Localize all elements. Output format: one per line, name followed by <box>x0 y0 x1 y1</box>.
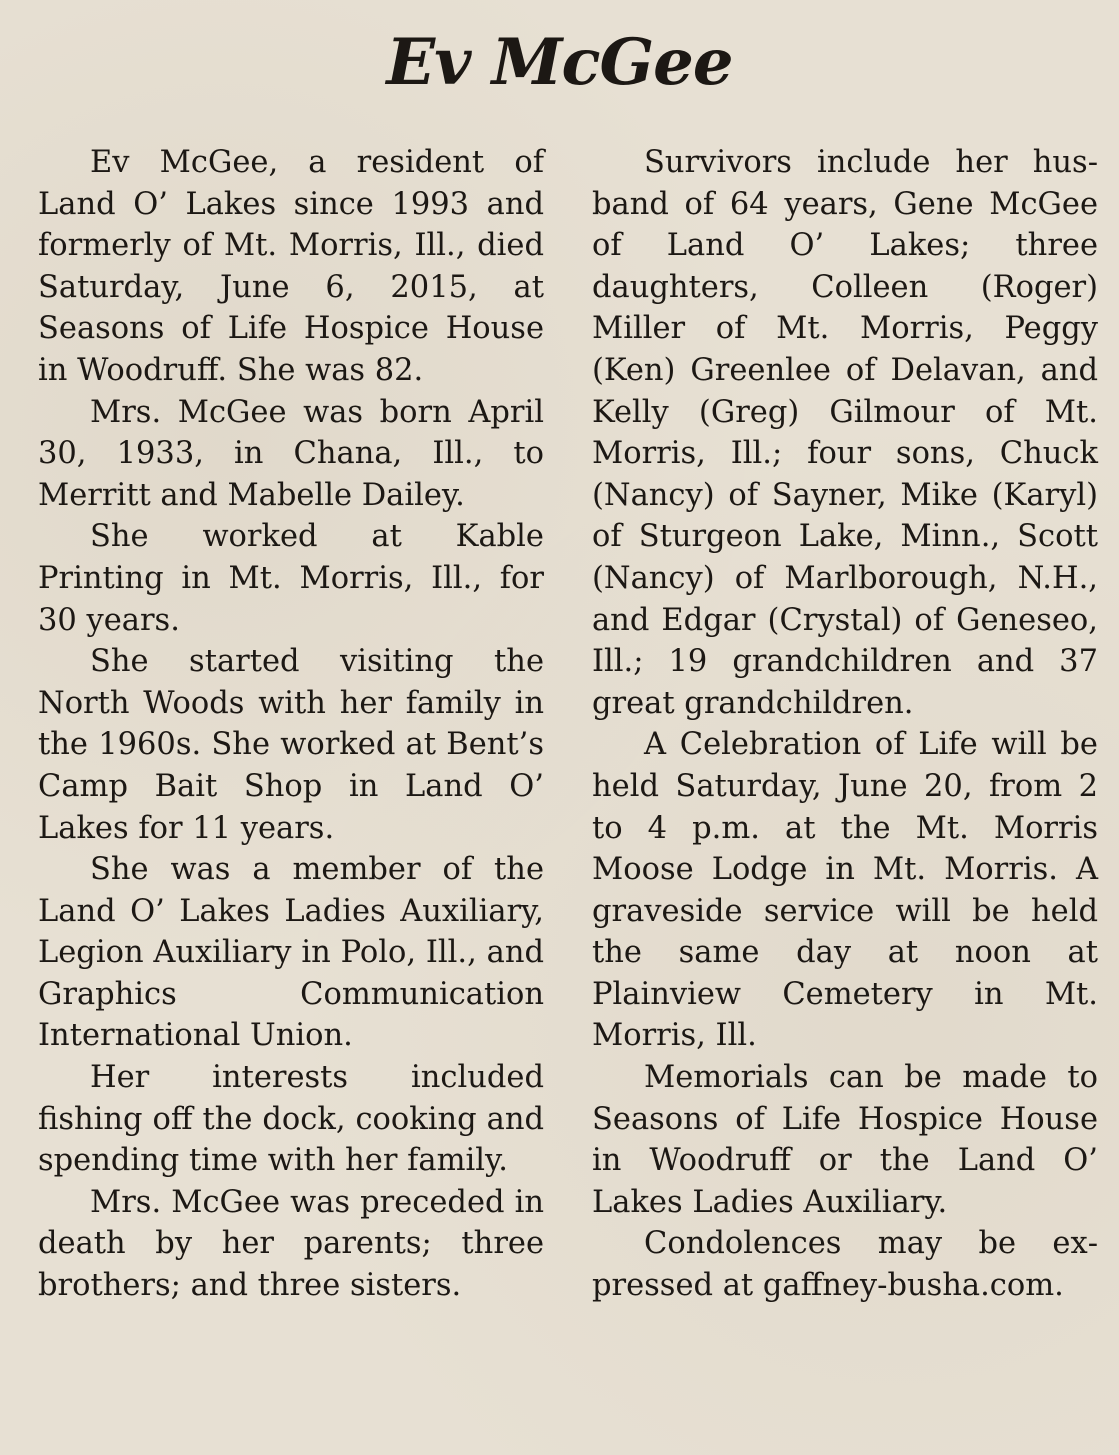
paragraph-preceded-in-death: Mrs. McGee was preceded in death by her parents; three brothers; and three sisters. <box>38 1184 544 1304</box>
paragraph-birth: Mrs. McGee was born April 30, 1933, in Chana, Ill., to Merritt and Mabelle Dailey. <box>38 394 544 513</box>
paragraph-survivors: Survivors include her husband of 64 years, Gene McGee of Land O’ Lakes; three daughters, Colleen (Roger) Miller of Mt. Morris, Peggy (Ken) Greenlee of Delavan, and Kelly (Greg) Gilmour of Mt. Morris, Ill.; four sons, Chuck (Nancy) of Sayner, Mike (Karyl) of Sturgeon Lake, Minn., Scott (Nancy) of Marlborough, N.H., and Edgar (Crystal) of Geneseo, Ill.; 19 grandchildren and 37 great grandchildren. <box>592 145 1098 721</box>
left-column <box>38 142 544 1307</box>
paragraph-condolences: Condolences may be expressed at gaffney-busha.​com. <box>592 1226 1098 1304</box>
paragraph-memorials: Memorials can be made to Seasons of Life Hospice House in Woodruff or the Land O’ Lakes Ladies Auxiliary. <box>592 1060 1098 1220</box>
right-column <box>592 142 1098 1307</box>
paragraph-celebration-of-life: A Celebration of Life will be held Saturday, June 20, from 2 to 4 p.m. at the Mt. Morris Moose Lodge in Mt. Morris. A graveside service will be held the same day at noon at Plainview Cemetery in Mt. Morris, Ill. <box>592 727 1098 1054</box>
paragraph-north-woods: She started visiting the North Woods with her family in the 1960s. She worked at Bent’s Camp Bait Shop in Land O’ Lakes for 11 years. <box>38 644 544 846</box>
paragraph-memberships: She was a member of the Land O’ Lakes Ladies Auxiliary, Legion Auxiliary in Polo, Ill., and Graphics Communication International Union. <box>38 852 544 1054</box>
paragraph-employment: She worked at Kable Printing in Mt. Morris, Ill., for 30 years. <box>38 519 544 638</box>
obituary-headline: Ev McGee <box>386 25 733 100</box>
paragraph-residence-death: Ev McGee, a resident of Land O’ Lakes since 1993 and formerly of Mt. Morris, Ill., died Saturday, June 6, 2015, at Seasons of Life Hospice House in Woodruff. She was 82. <box>38 145 544 388</box>
paragraph-interests: Her interests included fishing off the dock, cooking and spending time with her family. <box>38 1060 544 1179</box>
